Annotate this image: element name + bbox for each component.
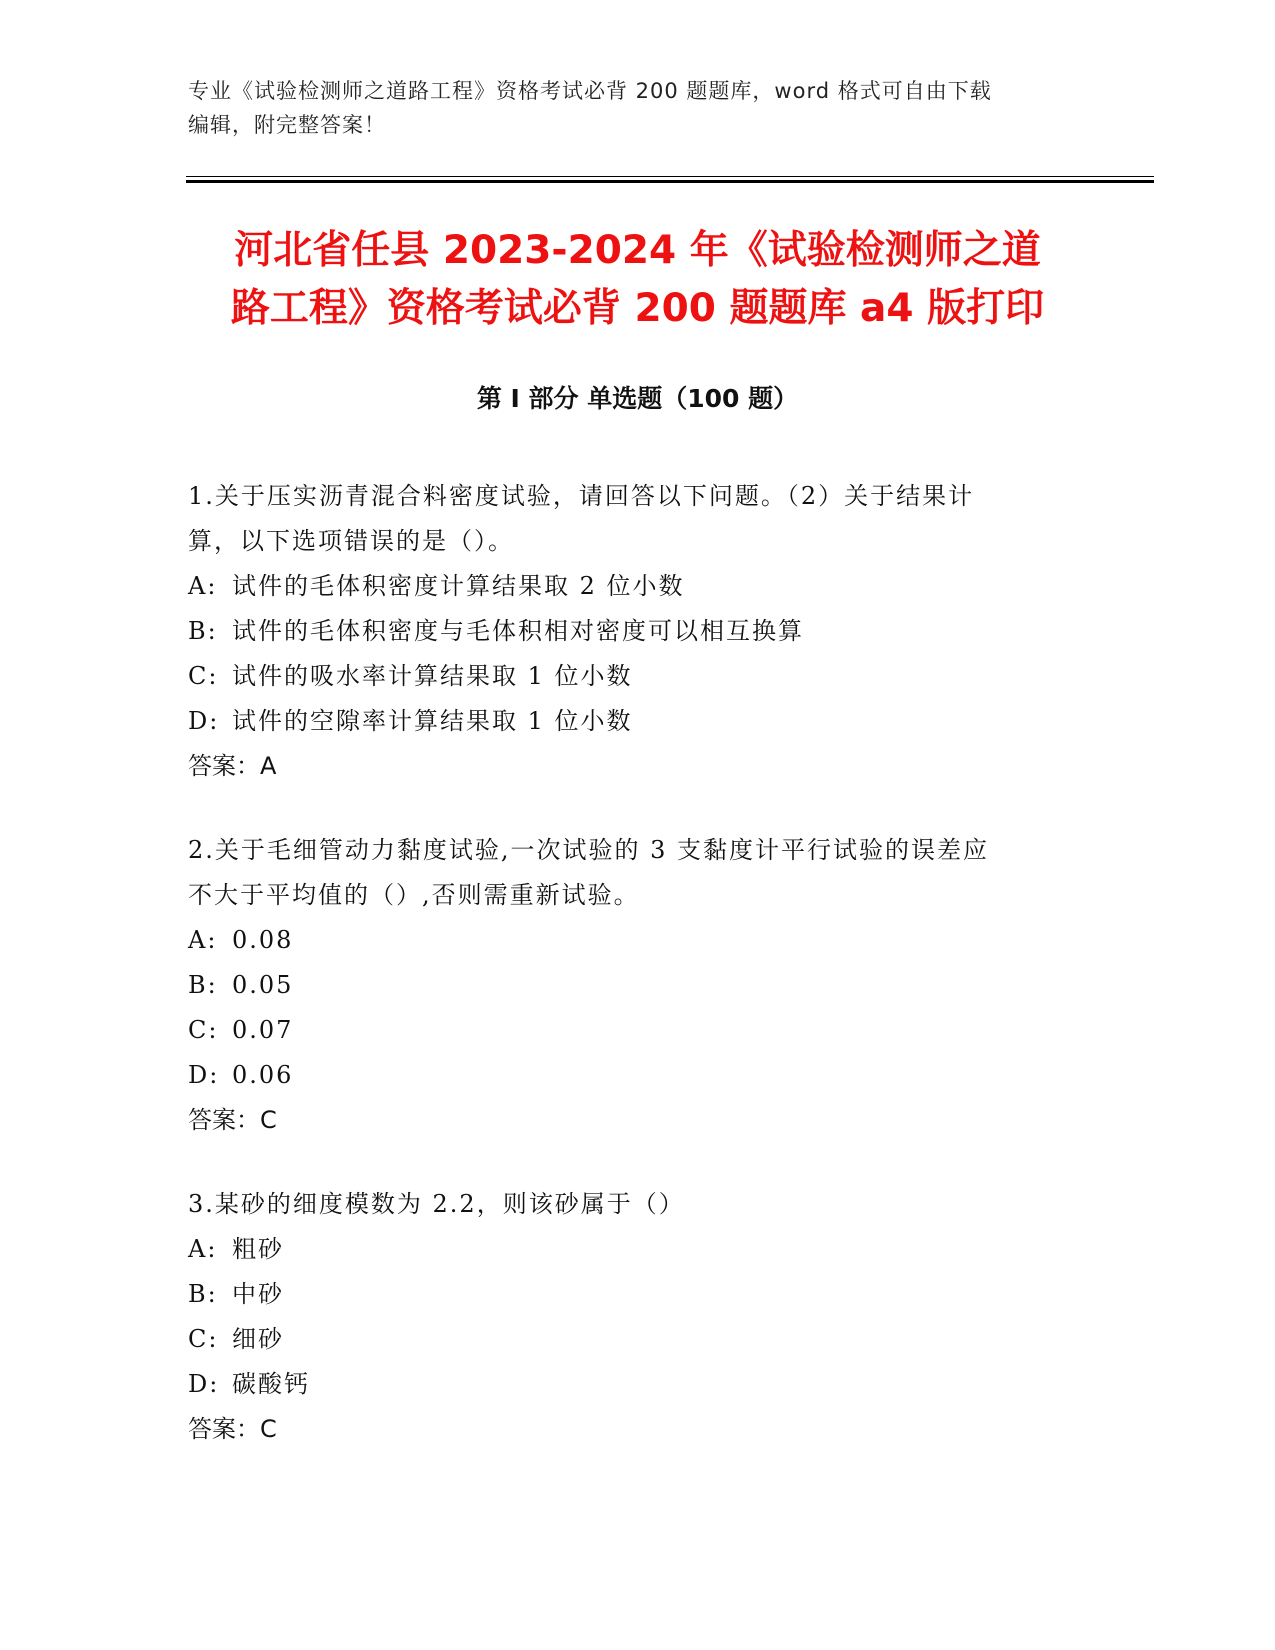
- option-key: D:: [188, 707, 220, 735]
- option-a: [188, 1227, 1088, 1272]
- question-stem-line: 1.关于压实沥青混合料密度试验，请回答以下问题。（2）关于结果计: [188, 482, 975, 510]
- header-note-line-1: 专业《试验检测师之道路工程》资格考试必背 200 题题库，word 格式可自由下载: [188, 79, 992, 103]
- option-key: C:: [188, 662, 219, 690]
- option-b: [188, 609, 1088, 654]
- option-d: [188, 699, 1088, 744]
- option-key: B:: [188, 971, 218, 999]
- option-text: 试件的毛体积密度与毛体积相对密度可以相互换算: [232, 617, 804, 645]
- document-title: [150, 222, 1125, 338]
- answer: 答案：C: [188, 1106, 277, 1134]
- option-text: 碳酸钙: [232, 1370, 310, 1398]
- header-note: [188, 74, 1088, 142]
- option-text: 试件的吸水率计算结果取 1 位小数: [232, 662, 633, 690]
- question-list: [188, 474, 1088, 1491]
- option-c: [188, 1317, 1088, 1362]
- question-stem: [188, 474, 1088, 564]
- question-stem-line: 不大于平均值的（）,否则需重新试验。: [188, 881, 640, 909]
- option-key: A:: [188, 572, 218, 600]
- document-title-line-1: 河北省任县 2023-2024 年《试验检测师之道: [234, 228, 1041, 273]
- option-c: [188, 1008, 1088, 1053]
- option-key: A:: [188, 1235, 218, 1263]
- option-key: D:: [188, 1061, 220, 1089]
- option-b: [188, 963, 1088, 1008]
- question-stem: [188, 1182, 1088, 1227]
- header-note-line-2: 编辑，附完整答案！: [188, 113, 386, 137]
- question-2: [188, 828, 1088, 1143]
- option-text: 0.06: [232, 1061, 294, 1089]
- option-b: [188, 1272, 1088, 1317]
- option-d: [188, 1362, 1088, 1407]
- question-stem: [188, 828, 1088, 918]
- answer: 答案：C: [188, 1415, 277, 1443]
- option-text: 粗砂: [232, 1235, 284, 1263]
- option-d: [188, 1053, 1088, 1098]
- option-key: D:: [188, 1370, 220, 1398]
- option-text: 试件的毛体积密度计算结果取 2 位小数: [232, 572, 685, 600]
- question-stem-line: 算，以下选项错误的是（）。: [188, 527, 514, 555]
- option-text: 0.07: [232, 1016, 294, 1044]
- option-text: 试件的空隙率计算结果取 1 位小数: [232, 707, 633, 735]
- question-stem-line: 3.某砂的细度模数为 2.2，则该砂属于（）: [188, 1190, 685, 1218]
- document-title-line-2: 路工程》资格考试必背 200 题题库 a4 版打印: [230, 286, 1045, 331]
- option-key: B:: [188, 617, 218, 645]
- answer: 答案：A: [188, 752, 277, 780]
- option-key: C:: [188, 1325, 219, 1353]
- option-text: 细砂: [232, 1325, 284, 1353]
- option-key: B:: [188, 1280, 218, 1308]
- question-1: [188, 474, 1088, 789]
- option-c: [188, 654, 1088, 699]
- header-divider-thin: [186, 176, 1154, 177]
- question-stem-line: 2.关于毛细管动力黏度试验,一次试验的 3 支黏度计平行试验的误差应: [188, 836, 990, 864]
- header-divider-thick: [186, 180, 1154, 183]
- option-key: C:: [188, 1016, 219, 1044]
- option-text: 0.05: [232, 971, 294, 999]
- option-text: 中砂: [232, 1280, 284, 1308]
- option-key: A:: [188, 926, 218, 954]
- option-a: [188, 918, 1088, 963]
- question-3: [188, 1182, 1088, 1452]
- option-text: 0.08: [232, 926, 294, 954]
- option-a: [188, 564, 1088, 609]
- section-heading: 第 I 部分 单选题（100 题）: [476, 384, 799, 413]
